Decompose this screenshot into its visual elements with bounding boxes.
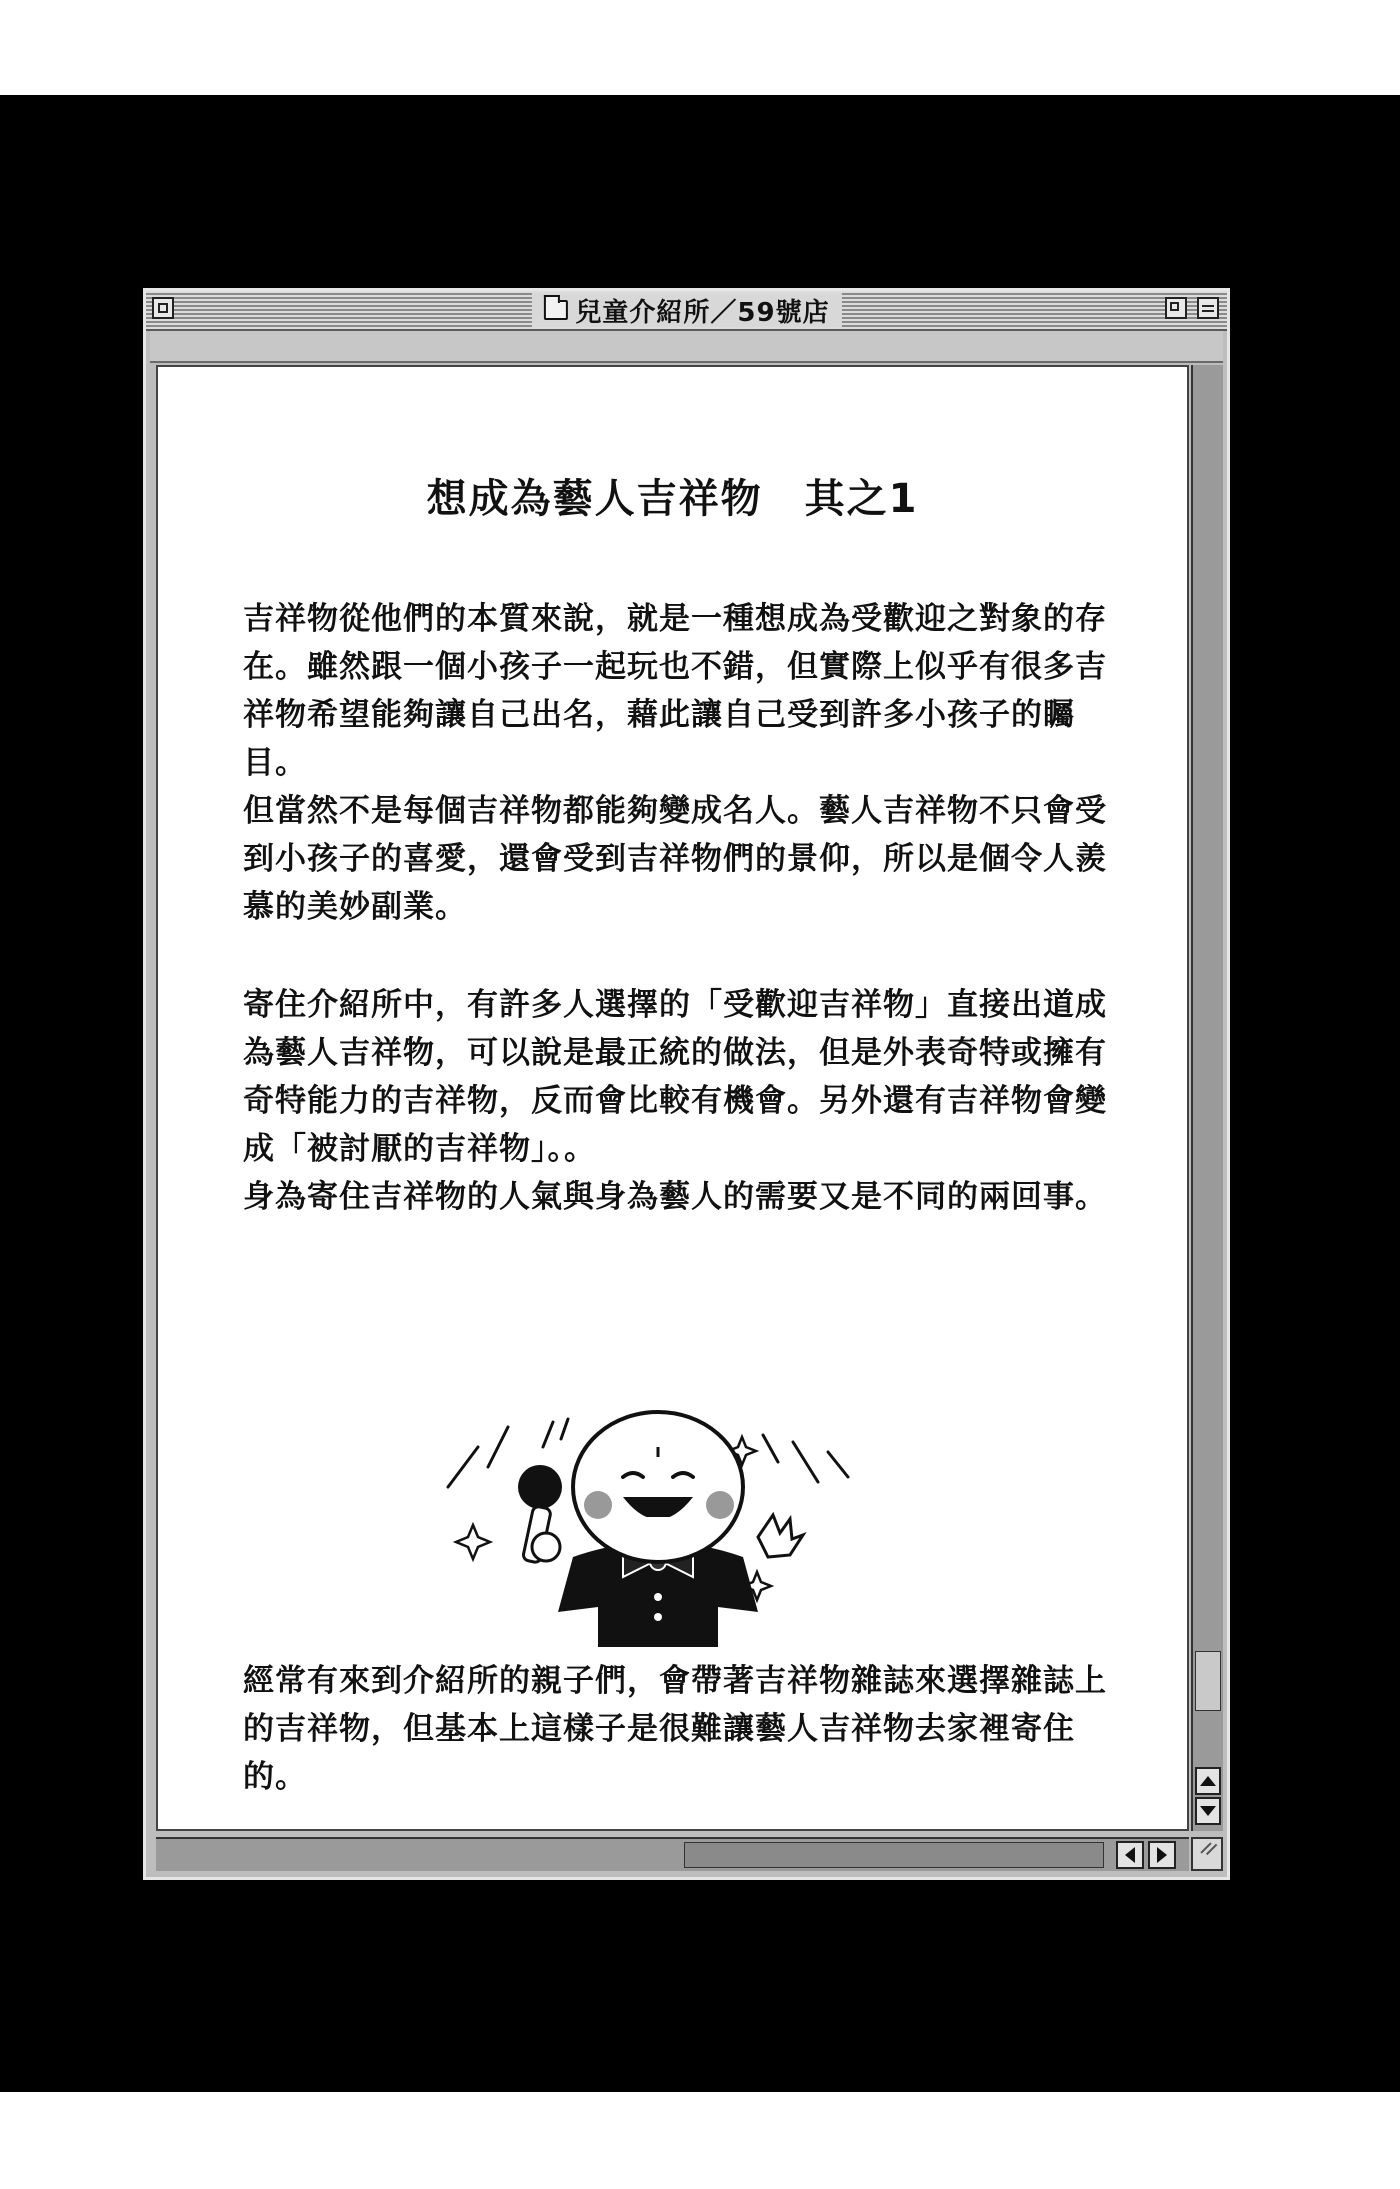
document-content [156,365,1189,1831]
document-heading: 想成為藝人吉祥物 其之1 [426,476,919,522]
paragraph-1: 吉祥物從他們的本質來說，就是一種想成為受歡迎之對象的存在。雖然跟一個小孩子一起玩也不錯，但實際上似乎有很多吉祥物希望能夠讓自己出名，藉此讓自己受到許多小孩子的矚目。 但當然不是每個吉祥物都能夠變成名人。藝人吉祥物不只會受到小孩子的喜愛，還會受到吉祥物們的景仰，所以是個令人羨慕的美妙副業。 [243,601,1107,925]
arrow-down-icon [1200,1806,1216,1816]
scroll-down-button[interactable] [1195,1797,1221,1825]
paragraph-2: 寄住介紹所中，有許多人選擇的「受歡迎吉祥物」直接出道成為藝人吉祥物，可以說是最正統的做法，但是外表奇特或擁有奇特能力的吉祥物，反而會比較有機會。另外還有吉祥物會變成「被討厭的吉祥物」。。 身為寄住吉祥物的人氣與身為藝人的需要又是不同的兩回事。 [243,987,1107,1215]
arrow-up-icon [1200,1776,1216,1786]
window-header-strip [150,331,1223,363]
horizontal-scroll-thumb[interactable] [684,1842,1104,1868]
window-title-group [531,293,841,327]
scroll-right-button[interactable] [1148,1841,1176,1869]
horizontal-scrollbar[interactable] [156,1837,1189,1871]
folder-icon [543,300,567,320]
zoom-box-button[interactable] [1165,297,1187,319]
scroll-up-button[interactable] [1195,1767,1221,1795]
close-box-button[interactable] [152,297,174,319]
resize-grip-icon[interactable] [1191,1837,1223,1871]
arrow-left-icon [1125,1847,1135,1863]
vertical-scroll-thumb[interactable] [1195,1651,1221,1711]
collapse-box-button[interactable] [1197,297,1219,319]
paragraph-3: 經常有來到介紹所的親子們，會帶著吉祥物雜誌來選擇雜誌上的吉祥物，但基本上這樣子是很難讓藝人吉祥物去家裡寄住的。 [243,1663,1107,1795]
scroll-left-button[interactable] [1116,1841,1144,1869]
arrow-right-icon [1157,1847,1167,1863]
window-title: 兒童介紹所／59號店 [575,297,830,328]
app-window [143,288,1230,1880]
title-bar[interactable] [146,291,1227,331]
singing-mascot-illustration [428,1407,888,1647]
vertical-scrollbar[interactable] [1191,365,1223,1831]
